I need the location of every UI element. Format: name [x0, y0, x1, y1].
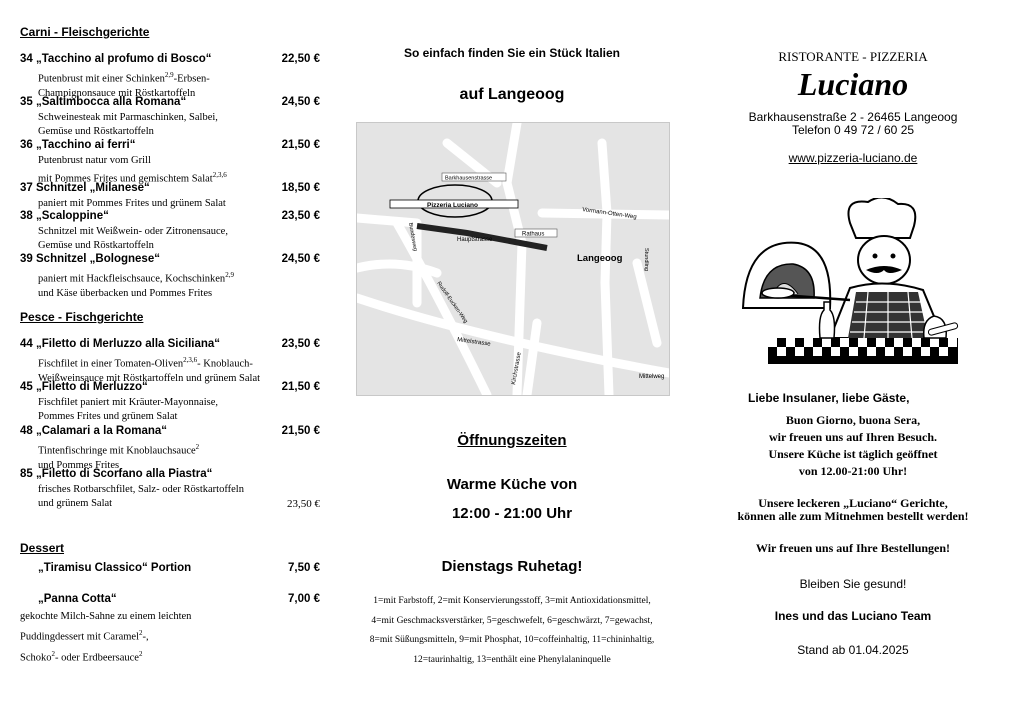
map-label-bundesweg: Bundesweg [407, 222, 418, 252]
welcome-line: Unsere Küche ist täglich geöffnet [768, 447, 938, 461]
orders-text: Wir freuen uns auf Ihre Bestellungen! [755, 541, 951, 555]
map-label-rudolf: Rudolf-Eucken-Weg [435, 280, 469, 325]
item-desc: -, [142, 631, 149, 643]
allergen-code: 2 [138, 629, 143, 637]
team-signature: Ines und das Luciano Team [774, 609, 932, 623]
menu-item [20, 139, 320, 187]
item-desc: paniert mit Hackfleischsauce, Kochschinken [38, 273, 226, 285]
item-number: 39 [20, 253, 33, 265]
item-price: 23,50 € [287, 498, 320, 510]
welcome-line: Buon Giorno, buona Sera, [785, 413, 921, 427]
address: Barkhausenstraße 2 - 26465 Langeoog [748, 110, 958, 124]
item-desc: mit Pommes Frites und gemischtem Salat [38, 173, 213, 185]
item-number: 34 [20, 53, 33, 65]
menu-item [20, 425, 320, 473]
allergen-code: 2,9 [225, 271, 234, 279]
website-link[interactable]: www.pizzeria-luciano.de [788, 151, 918, 165]
item-desc: - oder Erdbeersauce [55, 652, 139, 663]
item-name: „Scaloppine“ [36, 210, 109, 222]
item-desc: - Knoblauch- [197, 358, 253, 370]
item-number: 37 [20, 182, 33, 194]
item-desc: und Käse überbacken und Pommes Frites [38, 287, 213, 299]
takeaway-text [722, 497, 984, 523]
item-desc: Weißweinsauce mit Röstkartoffeln und grünem Salat [38, 372, 261, 384]
item-desc: frisches Rotbarschfilet, Salz- oder Röstkartoffeln [38, 484, 244, 495]
item-name: „Tiramisu Classico“ Portion [38, 562, 192, 574]
item-desc: Fischfilet in einer Tomaten-Oliven [38, 358, 184, 370]
menu-item [20, 468, 320, 511]
map-label-vormann: Vormann-Otten-Weg [581, 207, 637, 221]
item-price: 7,00 € [288, 593, 320, 605]
item-number: 36 [20, 139, 33, 151]
item-desc: Pommes Frites und grünem Salat [38, 411, 178, 422]
item-desc: und Pommes Frites [38, 459, 120, 471]
kitchen-label: Warme Küche von [446, 476, 578, 493]
map-label-pizzeria: Pizzeria Luciano [427, 202, 478, 209]
welcome-line: wir freuen uns auf Ihren Besuch. [768, 430, 938, 444]
item-desc: Fischfilet paniert mit Kräuter-Mayonnaise, [38, 397, 218, 408]
item-number: 35 [20, 96, 33, 108]
item-desc: und grünem Salat [38, 498, 113, 509]
legend-line: 12=taurinhaltig, 13=enthält eine Phenylalaninquelle [413, 654, 611, 665]
menu-item [20, 53, 320, 101]
tagline: So einfach finden Sie ein Stück Italien [403, 46, 621, 60]
item-name: „Tacchino ai ferri“ [36, 139, 136, 151]
item-number: 45 [20, 381, 33, 393]
item-desc: Putenbrust mit einer Schinken [38, 73, 165, 85]
chef-illustration [738, 198, 960, 370]
takeaway-line: können alle zum Mitnehmen bestellt werden! [737, 509, 969, 523]
map-label-hauptstrasse: Hauptstrasse [457, 237, 493, 243]
stay-healthy: Bleiben Sie gesund! [799, 577, 907, 591]
welcome-text [722, 412, 984, 480]
takeaway-line: Unsere leckeren „Luciano“ Gerichte, [758, 496, 948, 510]
welcome-line: von 12.00-21:00 Uhr! [798, 464, 908, 478]
opening-hours-title: Öffnungszeiten [457, 432, 567, 449]
item-desc: Schweinesteak mit Parmaschinken, Salbei, [38, 112, 218, 123]
greeting: Liebe Insulaner, liebe Gäste, [748, 391, 910, 405]
allergen-code: 2 [51, 649, 55, 658]
legend-line: 1=mit Farbstoff, 2=mit Konservierungsstoff, 3=mit Antioxidationsmittel, [373, 596, 651, 606]
item-desc: Gemüse und Röstkartoffeln [38, 126, 154, 137]
location-heading: auf Langeoog [459, 86, 565, 103]
item-desc: Champignonsauce mit Röstkartoffeln [38, 87, 196, 99]
item-price: 21,50 € [281, 139, 320, 151]
map-label-mittelweg: Mittelweg [639, 374, 665, 380]
item-price: 21,50 € [281, 425, 320, 437]
opening-hours: 12:00 - 21:00 Uhr [451, 505, 573, 522]
menu-item [20, 338, 320, 386]
item-desc: Schoko [20, 652, 52, 663]
allergen-code: 2,9 [164, 71, 174, 79]
item-number: 48 [20, 425, 33, 437]
item-price: 24,50 € [281, 253, 320, 265]
item-desc: Tintenfischringe mit Knoblauchsauce [38, 445, 196, 457]
map-label-street: Stundling [643, 248, 649, 271]
allergen-code: 2,3,6 [183, 356, 198, 364]
item-price: 7,50 € [288, 562, 320, 574]
map-label-langeoog: Langeoog [577, 253, 623, 264]
item-number: 44 [20, 338, 33, 350]
valid-from-date: Stand ab 01.04.2025 [797, 643, 909, 657]
item-desc: Schnitzel mit Weißwein- oder Zitronensauce, [38, 226, 228, 237]
item-price: 22,50 € [281, 53, 320, 65]
legend-line: 8=mit Süßungsmitteln, 9=mit Phosphat, 10=coffeinhaltig, 11=chininhaltig, [369, 635, 655, 645]
item-price: 24,50 € [281, 96, 320, 108]
allergen-legend [346, 592, 678, 670]
allergen-code: 2 [195, 443, 200, 451]
menu-item [20, 96, 320, 139]
menu-item [20, 562, 320, 577]
item-name: „Tacchino al profumo di Bosco“ [36, 53, 212, 65]
item-price: 18,50 € [281, 182, 320, 194]
restaurant-logo: Luciano [797, 66, 909, 102]
item-price: 21,50 € [281, 381, 320, 393]
item-desc: Puddingdessert mit Caramel [20, 631, 139, 643]
item-desc: Putenbrust natur vom Grill [38, 155, 151, 166]
phone: Telefon 0 49 72 / 60 25 [791, 123, 915, 137]
legend-line: 4=mit Geschmacksverstärker, 5=geschwefelt, 6=geschwärzt, 7=gewachst, [371, 615, 653, 626]
location-map [356, 122, 670, 396]
map-label-barkhausen: Barkhausenstrasse [445, 175, 493, 182]
item-name: „Saltimbocca alla Romana“ [36, 96, 187, 108]
fish-section-title: Pesce - Fischgerichte [20, 310, 144, 324]
item-name: „Calamari a la Romana“ [36, 425, 168, 437]
item-desc: gekochte Milch-Sahne zu einem leichten [20, 611, 192, 622]
item-number: 38 [20, 210, 33, 222]
map-label-kirchstrasse: Kirchstrasse [511, 351, 523, 386]
allergen-code: 2 [138, 649, 143, 658]
item-desc: -Erbsen- [173, 73, 210, 85]
item-number: 85 [20, 468, 33, 480]
map-label-mittelstrasse: Mittelstrasse [456, 337, 491, 348]
menu-item [20, 210, 320, 253]
item-desc: Gemüse und Röstkartoffeln [38, 240, 154, 251]
item-name: Schnitzel „Milanese“ [36, 182, 150, 194]
allergen-code: 2,3,6 [212, 171, 227, 179]
closed-day: Dienstags Ruhetag! [441, 558, 583, 575]
menu-item [20, 182, 320, 211]
item-name: „Filetto di Scorfano alla Piastra“ [36, 468, 213, 480]
menu-item [20, 593, 320, 666]
restaurant-type: RISTORANTE - PIZZERIA [778, 49, 928, 64]
item-name: Schnitzel „Bolognese“ [36, 253, 160, 265]
item-name: „Filetto di Merluzzo alla Siciliana“ [36, 338, 221, 350]
item-price: 23,50 € [281, 210, 320, 222]
item-price: 23,50 € [281, 338, 320, 350]
menu-item [20, 253, 320, 301]
meat-section-title: Carni - Fleischgerichte [20, 25, 150, 39]
item-name: „Panna Cotta“ [38, 593, 117, 605]
item-name: „Filetto di Merluzzo“ [36, 381, 148, 393]
dessert-section-title: Dessert [20, 541, 65, 555]
item-desc: paniert mit Pommes Frites und grünem Salat [38, 198, 226, 209]
map-label-rathaus: Rathaus [522, 231, 545, 238]
menu-item [20, 381, 320, 424]
